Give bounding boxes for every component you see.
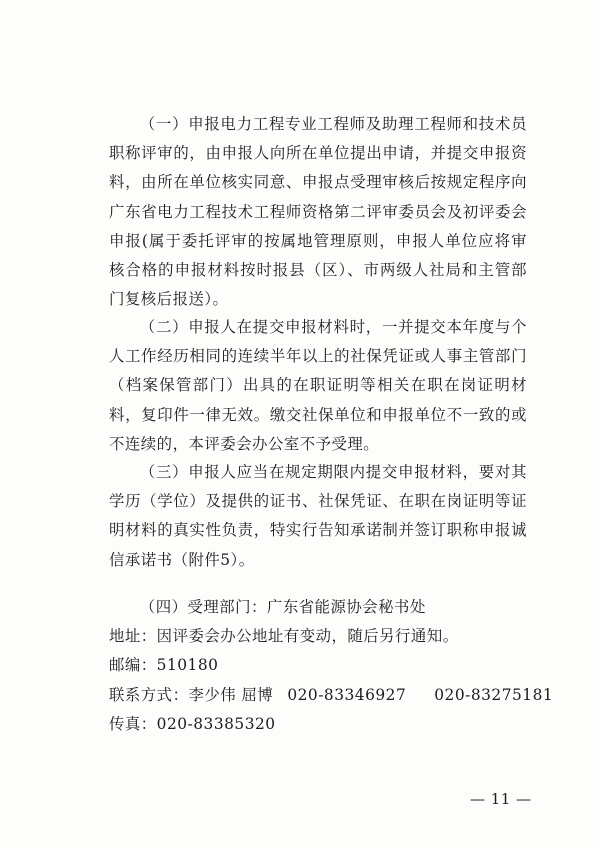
contact-phone-2: 020-83275181 [434, 686, 554, 704]
department-line: （四）受理部门：广东省能源协会秘书处 [139, 598, 426, 616]
postcode-line: 邮编：510180 [109, 656, 219, 674]
contact-phone-1: 020-83346927 [287, 686, 407, 704]
contact-line [109, 681, 554, 710]
contact-label: 联系方式： [109, 686, 189, 704]
page-number: — 11 — [470, 790, 532, 808]
paragraph-3: （三）申报人应当在规定期限内提交申报材料，要对其学历（学位）及提供的证书、社保凭证、在职在岗证明等证明材料的真实性负责，特实行告知承诺制并签订职称申报诚信承诺书（附件5）。 [109, 463, 527, 569]
fax-line: 传真：020-83385320 [109, 715, 276, 733]
paragraph-2: （二）申报人在提交申报材料时，一并提交本年度与个人工作经历相同的连续半年以上的社保凭证或人事主管部门（档案保管部门）出具的在职证明等相关在职在岗证明材料，复印件一律无效。缴交社保单位和申报单位不一致的或不连续的，本评委会办公室不予受理。 [109, 318, 527, 453]
contact-persons: 李少伟 屈博 [188, 686, 274, 704]
paragraph-1: （一）申报电力工程专业工程师及助理工程师和技术员职称评审的，由申报人向所在单位提出申请，并提交申报资料，由所在单位核实同意、申报点受理审核后按规定程序向广东省电力工程技术工程师资格第二评审委员会及初评委会申报(属于委托评审的按属地管理原则，申报人单位应将审核合格的申报材料按时报县（区）、市两级人社局和主管部门复核后报送）。 [109, 115, 527, 309]
address-line: 地址：因评委会办公地址有变动，随后另行通知。 [109, 627, 459, 645]
